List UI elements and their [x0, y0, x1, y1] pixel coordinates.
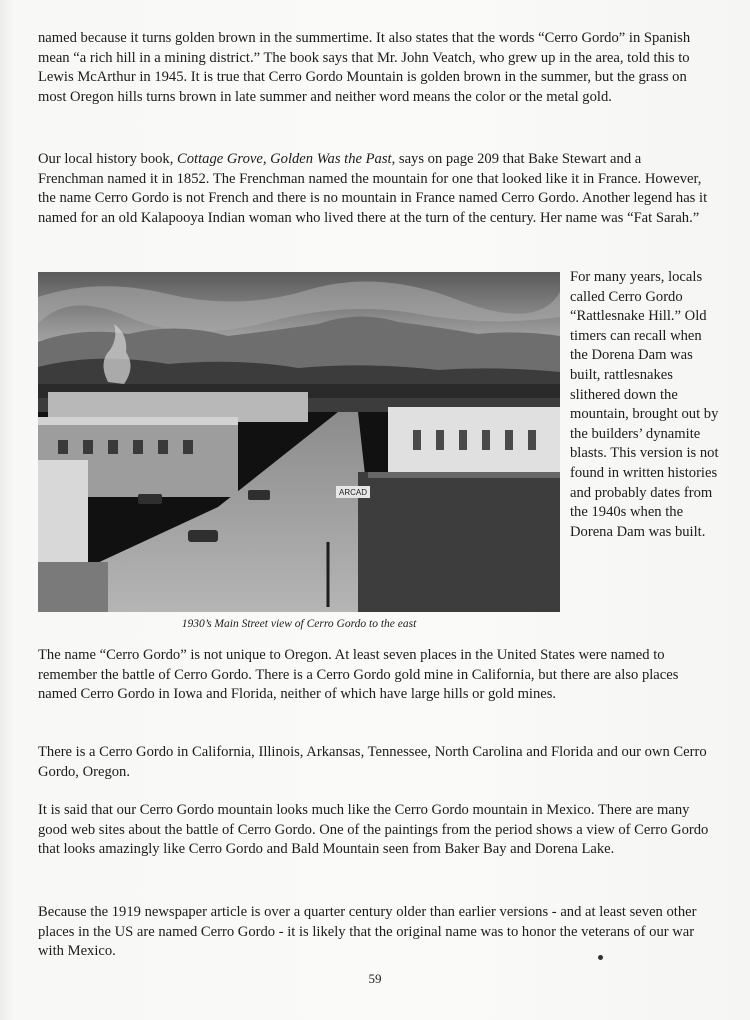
paragraph-4: The name “Cerro Gordo” is not unique to Oregon. At least seven places in the United States were named to remember the battle of Cerro Gordo. There is a Cerro Gordo gold mine in California, but there are also places named Cerro Gordo in Iowa and Florida, neither of which have large hills or gold mines. — [38, 647, 679, 703]
paragraph-7: Because the 1919 newspaper article is over a quarter century older than earlier versions - and at least seven other places in the US are named Cerro Gordo - it is likely that the original name was to honor the veterans of our war with Mexico. — [38, 904, 697, 960]
car-3 — [138, 494, 162, 504]
rattlesnake-hill-sidebar: For many years, locals called Cerro Gordo “Rattlesnake Hill.” Old timers can recall when the Dorena Dam was built, rattlesnakes slithered down the mountain, brought out by the builders’ dynamite blasts. This version is not found in written histories and probably dates from the 1940s when the Dorena Dam was built. — [570, 269, 719, 540]
main-street-photo — [38, 272, 560, 612]
car-2 — [248, 490, 270, 500]
arcade-sign-text: ARCAD — [338, 488, 368, 497]
paragraph-1: named because it turns golden brown in the summertime. It also states that the words “Cerro Gordo” in Spanish mean “a rich hill in a mining district.” The book says that Mr. John Veatch, who grew up in the area, told this to Lewis McArthur in 1945. It is true that Cerro Gordo Mountain is golden brown in the summer, but the grass on most Oregon hills turns brown in late summer and neither word means the color or the metal gold. — [38, 30, 691, 105]
right-foreground-roof — [358, 472, 560, 612]
paragraph-5: There is a Cerro Gordo in California, Illinois, Arkansas, Tennessee, North Carolina and Florida and our own Cerro Gordo, Oregon. — [38, 744, 707, 780]
ink-speck — [598, 955, 603, 960]
paragraph-6: It is said that our Cerro Gordo mountain looks much like the Cerro Gordo mountain in Mexico. There are many good web sites about the battle of Cerro Gordo. One of the paintings from the period shows a view of Cerro Gordo that looks amazingly like Cerro Gordo and Bald Mountain seen from Baker Bay and Dorena Lake. — [38, 802, 709, 858]
car-1 — [188, 530, 218, 542]
paragraph-2 — [38, 150, 710, 228]
page-number: 59 — [368, 971, 382, 986]
paragraph-2-text-after: , says on page 209 that Bake Stewart and a Frenchman named it in 1852. The Frenchman named the mountain for one that looked like it in France. However, the name Cerro Gordo is not French and there is no mountain in France named Cerro Gordo. Another legend has it named for an old Kalapooya Indian woman who lived there at the turn of the century. Her name was “Fat Sarah.” — [38, 151, 708, 226]
photo-caption: 1930’s Main Street view of Cerro Gordo to the east — [181, 618, 417, 630]
book-title: Cottage Grove, Golden Was the Past — [177, 151, 392, 167]
paragraph-2-text-before: Our local history book, — [38, 151, 178, 167]
